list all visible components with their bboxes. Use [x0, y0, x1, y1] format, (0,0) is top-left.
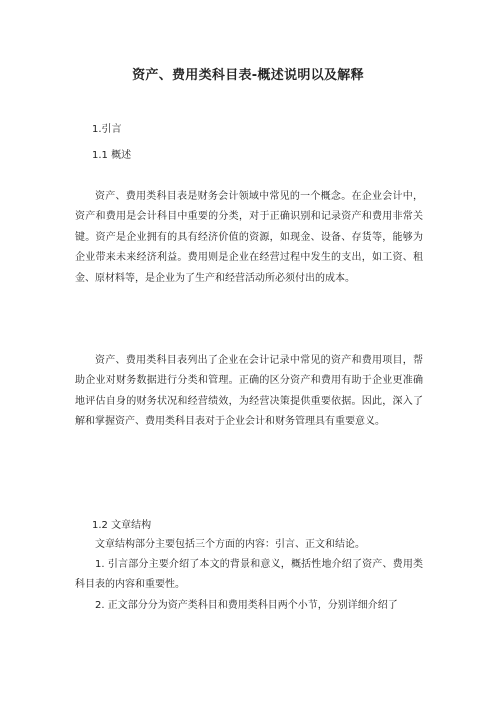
- heading-introduction: 1.引言: [92, 124, 122, 135]
- paragraph-overview-2: 资产、费用类科目表列出了企业在会计记录中常见的资产和费用项目，帮助企业对财务数据进行分类和管理。正确的区分资产和费用有助于企业更准确地评估自身的财务状况和经营绩效，为经营决策提供重要依据。因此，深入了解和掌握资产、费用类科目表对于企业会计和财务管理具有重要意义。: [75, 355, 423, 428]
- heading-structure: 1.2 文章结构: [92, 520, 152, 531]
- list-item-body: 2. 正文部分分为资产类科目和费用类科目两个小节，分别详细介绍了: [95, 600, 398, 611]
- heading-overview: 1.1 概述: [92, 150, 132, 161]
- document-title: 资产、费用类科目表-概述说明以及解释: [132, 68, 364, 83]
- list-item-introduction: 1. 引言部分主要介绍了本文的背景和意义，概括性地介绍了资产、费用类科目表的内容和重要性。: [75, 559, 423, 591]
- paragraph-structure: 文章结构部分主要包括三个方面的内容：引言、正文和结论。: [95, 539, 365, 550]
- paragraph-overview-1: 资产、费用类科目表是财务会计领域中常见的一个概念。在企业会计中，资产和费用是会计科目中重要的分类，对于正确识别和记录资产和费用非常关键。资产是企业拥有的具有经济价值的资源，如现金、设备、存货等，能够为企业带来未来经济利益。费用则是企业在经营过程中发生的支出，如工资、租金、原材料等，是企业为了生产和经营活动所必须付出的成本。: [75, 191, 423, 284]
